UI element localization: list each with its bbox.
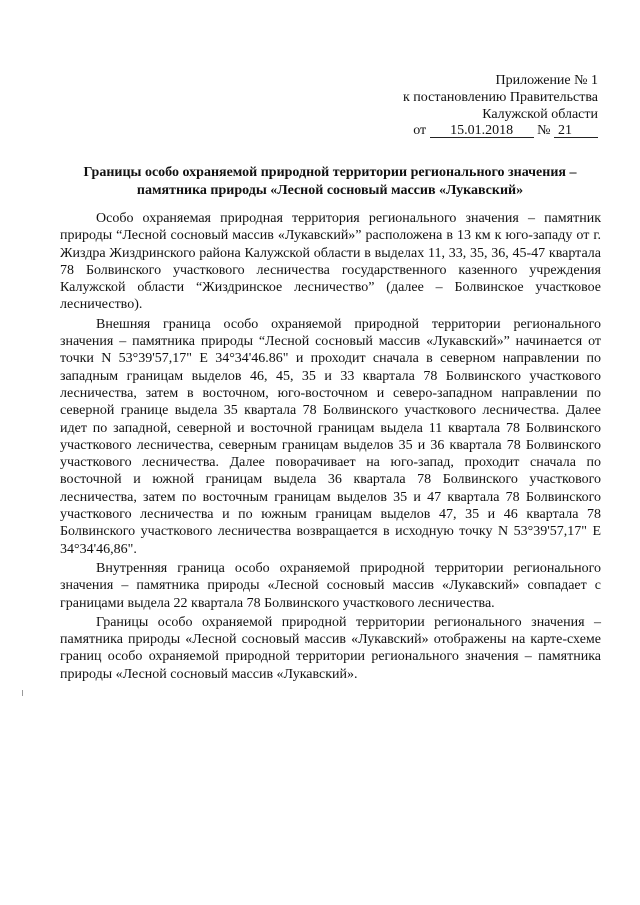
- from-label: от: [413, 123, 427, 138]
- resolution-date: 15.01.2018: [430, 124, 534, 138]
- paragraph-location: Особо охраняемая природная территория регионального значения – памятник природы “Лесной сосновый массив «Лукавский»” расположена в 13 км к юго-западу от г. Жиздра Жиздринского района Калужской области в выделах 11, 33, 35, 36, 45-47 квартала 78 Болвинского участкового лесничества государственного казенного учреждения Калужской области “Жиздринское лесничество” (далее – Болвинское участковое лесничество).: [60, 211, 601, 313]
- document-body: [60, 210, 601, 683]
- appendix-number: Приложение № 1: [495, 73, 598, 88]
- document-title: [60, 164, 600, 200]
- paragraph-map-reference: Границы особо охраняемой природной территории регионального значения – памятника природы «Лесной сосновый массив «Лукавский» отображены на карте-схеме границ особо охраняемой природной территории регионального значения – памятника природы «Лесной сосновый массив «Лукавский».: [60, 614, 601, 682]
- number-label: №: [537, 123, 551, 138]
- appendix-region: Калужской области: [482, 107, 598, 122]
- paragraph-outer-boundary: Внешняя граница особо охраняемой природной территории регионального значения – памятника природы “Лесной сосновый массив «Лукавский»” начинается от точки N 53°39'57,17" E 34°34'46.86" и проходит сначала в северном направлении по западным границам выделов 46, 45, 35 и 33 квартала 78 Болвинского участкового лесничества, затем в восточном, юго-восточном и северо-западном направлении по северной границе выдела 35 квартала 78 Болвинского участкового лесничества. Далее идет по западной, северной и восточной границам выдела 11 квартала 78 Болвинского участкового лесничества, северным границам выделов 35 и 36 квартала 78 Болвинского участкового лесничества. Далее поворачивает на юго-запад, проходит сначала по восточной и южной границам выдела 36 квартала 78 Болвинского участкового лесничества, затем по восточным границам выделов 35 и 47 квартала 78 Болвинского участкового лесничества и по южным границам выделов 47, 35 и 46 квартала 78 Болвинского участкового лесничества возвращается в исходную точку N 53°39'57,17" E 34°34'46,86".: [60, 316, 601, 557]
- paragraph-inner-boundary: Внутренняя граница особо охраняемой природной территории регионального значения – памятника природы «Лесной сосновый массив «Лукавский» совпадает с границами выдела 22 квартала 78 Болвинского участкового лесничества.: [60, 560, 601, 611]
- resolution-date-number: [358, 122, 598, 139]
- title-line-2: памятника природы «Лесной сосновый массив «Лукавский»: [136, 183, 524, 198]
- appendix-header: [338, 72, 598, 123]
- appendix-resolution-ref: к постановлению Правительства: [402, 90, 598, 105]
- title-line-1: Границы особо охраняемой природной территории регионального значения –: [83, 165, 577, 180]
- scan-mark: [22, 690, 23, 696]
- resolution-number: 21: [554, 124, 598, 138]
